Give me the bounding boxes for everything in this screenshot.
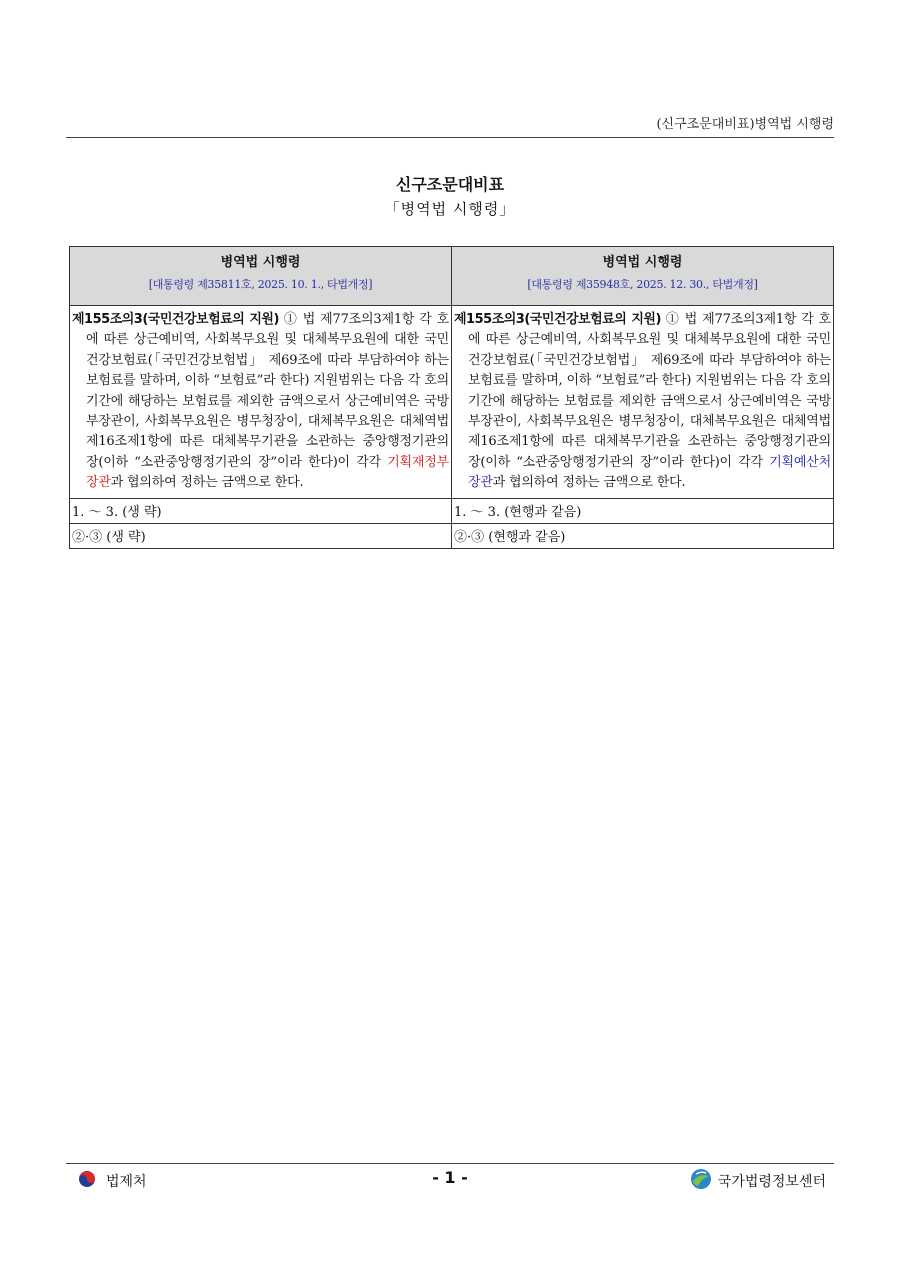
new-article-body: ① 법 제77조의3제1항 각 호에 따른 상근예비역, 사회복무요원 및 대체복무요원에 대한 국민건강보험료(「국민건강보험법」 제69조에 따라 부담하여야 하는 보험료를 말하며, 이하 “보험료”라 한다) 지원범위는 다음 각 호의 기간에 해당하는 보험료를 제외한 금액으로서 상근예비역은 국방부장관이, 사회복무요원은 병무청장이, 대체복무요원은 대체역법 제16조제1항에 따른 대체복무기관을 소관하는 중앙행정기관의 장(이하 “소관중앙행정기관의 장”이라 한다)이 각각 xyxy=(468,312,831,470)
old-items-cell: 1. ～ 3. (생 략) xyxy=(70,498,452,523)
old-article-tail: 과 협의하여 정하는 금액으로 한다. xyxy=(110,475,304,491)
old-changed-phrase: 기획재정부장관 xyxy=(86,454,449,491)
footer-divider xyxy=(66,1163,834,1164)
old-paragraphs-cell: ②·③ (생 략) xyxy=(70,523,452,548)
globe-logo-icon xyxy=(690,1168,712,1194)
old-article-text xyxy=(72,310,449,494)
new-article-cell xyxy=(452,306,834,499)
old-law-amendment: [대통령령 제35811호, 2025. 10. 1., 타법개정] xyxy=(148,278,373,291)
document-subtitle: 「병역법 시행령」 xyxy=(384,200,516,218)
new-law-header xyxy=(452,247,834,306)
new-paragraphs-cell: ②·③ (현행과 같음) xyxy=(452,523,834,548)
new-law-name: 병역법 시행령 xyxy=(602,255,683,270)
paragraphs-row xyxy=(70,523,834,548)
old-law-name: 병역법 시행령 xyxy=(220,255,301,270)
page-number: - 1 - xyxy=(432,1168,468,1187)
new-article-tail: 과 협의하여 정하는 금액으로 한다. xyxy=(492,475,686,491)
table-header-row xyxy=(70,247,834,306)
header-divider xyxy=(66,137,834,138)
footer-right-label: 국가법령정보센터 xyxy=(717,1174,826,1190)
old-article-title: 제155조의3(국민건강보험료의 지원) xyxy=(72,312,279,327)
new-article-title: 제155조의3(국민건강보험료의 지원) xyxy=(454,312,661,327)
footer-left-label: 법제처 xyxy=(106,1174,147,1190)
old-law-header xyxy=(70,247,452,306)
old-article-cell xyxy=(70,306,452,499)
new-article-text xyxy=(454,310,831,494)
new-changed-phrase: 기획예산처장관 xyxy=(468,454,831,491)
old-article-body: ① 법 제77조의3제1항 각 호에 따른 상근예비역, 사회복무요원 및 대체복무요원에 대한 국민건강보험료(「국민건강보험법」 제69조에 따라 부담하여야 하는 보험료를 말하며, 이하 “보험료”라 한다) 지원범위는 다음 각 호의 기간에 해당하는 보험료를 제외한 금액으로서 상근예비역은 국방부장관이, 사회복무요원은 병무청장이, 대체복무요원은 대체역법 제16조제1항에 따른 대체복무기관을 소관하는 중앙행정기관의 장(이하 “소관중앙행정기관의 장”이라 한다)이 각각 xyxy=(86,312,449,470)
article-row xyxy=(70,306,834,499)
document-header-label: (신구조문대비표)병역법 시행령 xyxy=(656,117,834,132)
new-law-amendment: [대통령령 제35948호, 2025. 12. 30., 타법개정] xyxy=(527,278,758,291)
new-items-cell: 1. ～ 3. (현행과 같음) xyxy=(452,498,834,523)
comparison-table xyxy=(69,246,834,549)
footer-right xyxy=(690,1168,826,1194)
document-title: 신구조문대비표 xyxy=(395,175,505,194)
items-row xyxy=(70,498,834,523)
